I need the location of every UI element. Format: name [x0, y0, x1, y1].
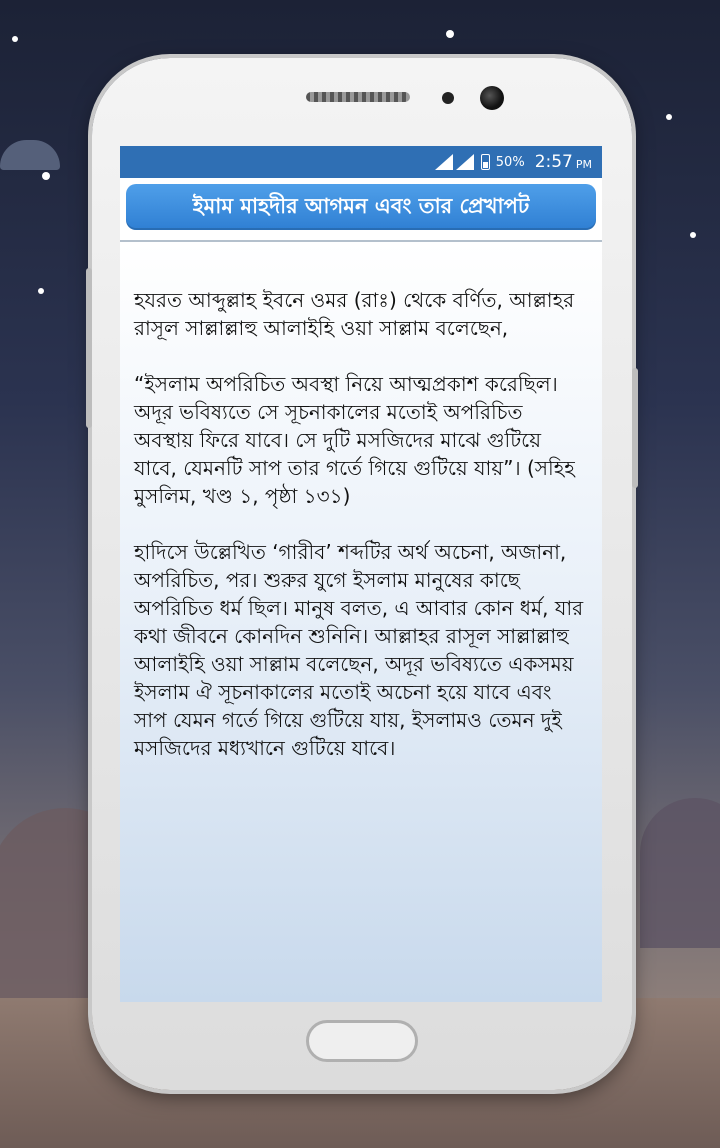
phone-frame: [92, 58, 632, 1090]
star: [690, 232, 696, 238]
article-paragraph: হাদিসে উল্লেখিত ‘গারীব’ শব্দটির অর্থ অচেনা, অজানা, অপরিচিত, পর। শুরুর যুগে ইসলাম মানুষের কাছে অপরিচিত ধর্ম ছিল। মানুষ বলত, এ আবার কোন ধর্ম, যার কথা জীবনে কোনদিন শুনিনি। আল্লাহর রাসূল সাল্লাল্লাহু আলাইহি ওয়া সাল্লাম বলেছেন, অদূর ভবিষ্যতে একসময় ইসলাম ঐ সূচনাকালের মতোই অচেনা হয়ে যাবে এবং সাপ যেমন গর্তে গিয়ে গুটিয়ে যায়, ইসলামও তেমন দুই মসজিদের মধ্যখানে গুটিয়ে যাবে।: [134, 540, 584, 760]
home-button[interactable]: [306, 1020, 418, 1062]
status-bar: [120, 146, 602, 178]
front-camera: [480, 86, 504, 110]
star: [446, 30, 454, 38]
page-title: ইমাম মাহদীর আগমন এবং তার প্রেখাপট: [126, 184, 596, 230]
article-paragraph: হযরত আব্দুল্লাহ ইবনে ওমর (রাঃ) থেকে বর্ণিত, আল্লাহর রাসূল সাল্লাল্লাহু আলাইহি ওয়া সাল্লাম বলেছেন,: [134, 288, 575, 340]
power-button: [632, 368, 638, 488]
clock-ampm: PM: [575, 157, 592, 171]
phone-screen: [120, 146, 602, 1002]
background-tower: [0, 140, 60, 170]
star: [12, 36, 18, 42]
battery-percent: 50%: [495, 154, 525, 170]
speaker-grille: [306, 92, 410, 102]
volume-button: [86, 268, 92, 428]
article-paragraph: “ইসলাম অপরিচিত অবস্থা নিয়ে আত্মপ্রকাশ করেছিল। অদূর ভবিষ্যতে সে সূচনাকালের মতোই অপরিচিত অবস্থায় ফিরে যাবে। সে দুটি মসজিদের মাঝে গুটিয়ে যাবে, যেমনটি সাপ তার গর্তে গিয়ে গুটিয়ে যায়”। (সহিহ মুসলিম, খণ্ড ১, পৃষ্ঠা ১৩১): [134, 372, 575, 508]
article-body[interactable]: [120, 242, 602, 1002]
star: [38, 288, 44, 294]
star: [666, 114, 672, 120]
signal-icon: [435, 154, 453, 170]
signal-icon: [456, 154, 474, 170]
title-bar-container: [120, 178, 602, 242]
clock: 2:57: [534, 152, 573, 172]
mosque-dome: [640, 798, 720, 948]
battery-icon: [481, 154, 490, 170]
star: [42, 172, 50, 180]
proximity-sensor: [442, 92, 454, 104]
